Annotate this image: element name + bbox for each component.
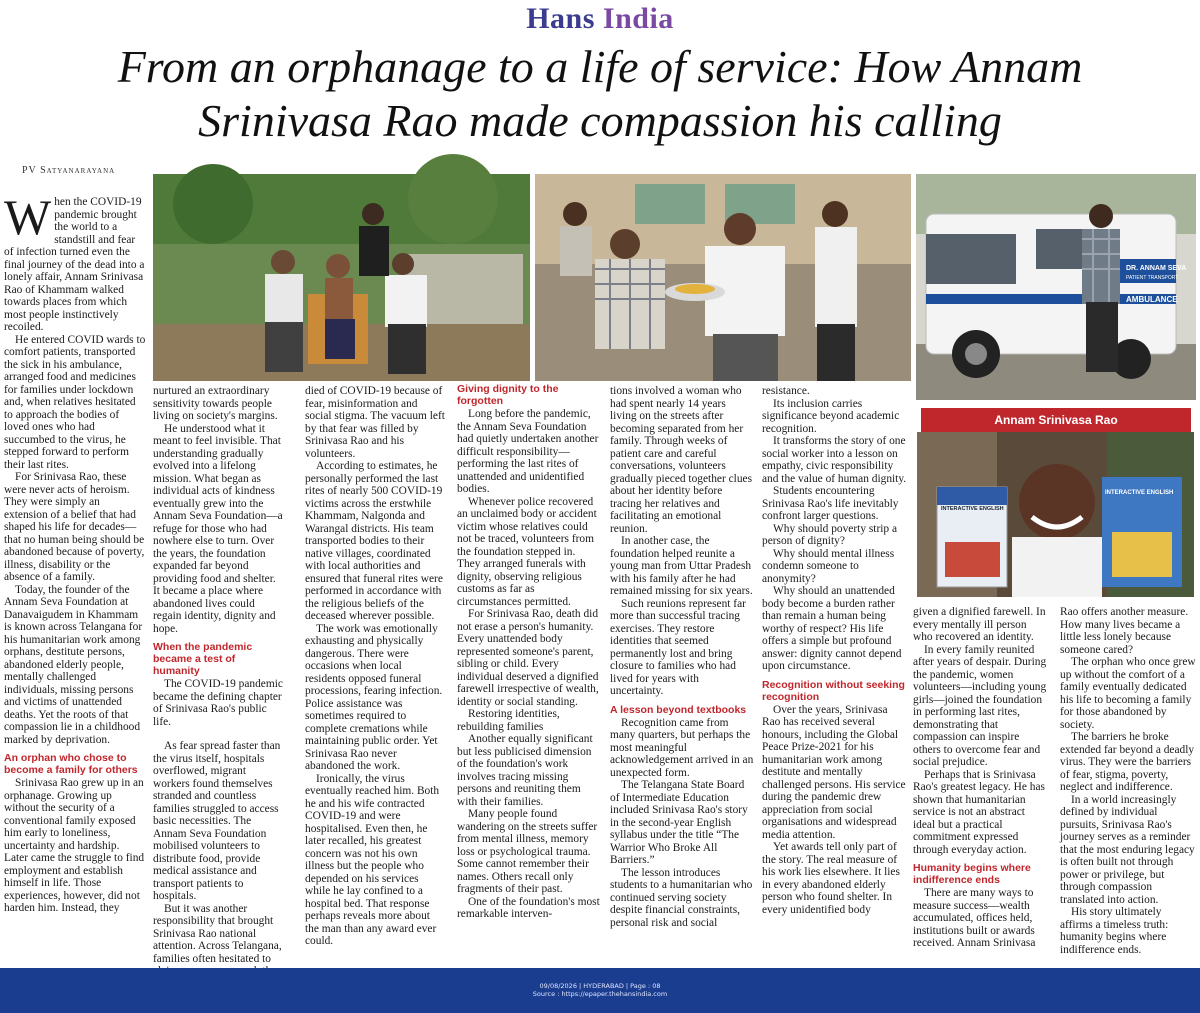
paragraph: It transforms the story of one social worker into a lesson on empathy, civic responsibility and the value of human dignity.: [762, 435, 907, 485]
paragraph: Over the years, Srinivasa Rao has received several honours, including the Global Peace Prize-2021 for his humanitarian work among destitute and mentally challenged persons. His service during the pandemic drew appreciation from social organisations and widespread media attention.: [762, 703, 906, 841]
paragraph: Its inclusion carries significance beyond academic recognition.: [762, 397, 900, 435]
subheading: Humanity begins where indifference ends: [913, 862, 1031, 886]
ambulance-sub-text: PATIENT TRANSPORT: [1126, 275, 1179, 281]
column-7: [913, 606, 1048, 966]
masthead: [0, 0, 1200, 38]
paragraph: Whenever police recovered an unclaimed body or accident victim whose relatives could not be traced, volunteers from the foundation stepped in. They arranged funerals with dignity, observing religious customs as far as circumstances permitted.: [457, 495, 597, 608]
paragraph: Long before the pandemic, the Annam Seva Foundation had quietly undertaken another difficult responsibility—performing the last rites of unattended and unidentified bodies.: [457, 408, 599, 495]
paragraph: given a dignified farewell. In every mentally ill person who recovered an identity.: [913, 606, 1046, 643]
paragraph: Students encountering Srinivasa Rao's life inevitably confront larger questions.: [762, 485, 899, 522]
paragraph: nurtured an extraordinary sensitivity towards people living on society's margins.: [153, 385, 278, 422]
paragraph: He understood what it meant to feel invisible. That understanding gradually evolved into a lifelong mission. What began as individual acts of kindness eventually grew into the Annam Seva Foundation—a refuge for those who had nowhere else to turn. Over the years, the foundation expanded far beyond providing food and shelter. It became a place where abandoned lives could regain identity, dignity and hope.: [153, 422, 283, 635]
photo-caption: Annam Srinivasa Rao: [921, 408, 1191, 432]
paragraph: In a world increasingly defined by individual pursuits, Srinivasa Rao's journey serves as a reminder that the most enduring legacy is often built not through power or privilege, but through compassion translated into action.: [1060, 793, 1195, 906]
column-5: [610, 385, 755, 965]
drop-cap: W: [4, 189, 52, 245]
subheading: Giving dignity to the forgotten: [457, 383, 559, 407]
photo-ambulance: [916, 174, 1196, 400]
footer-bar: [0, 968, 1200, 1013]
column-3: [305, 385, 445, 965]
column-4: [457, 380, 600, 965]
headline: [0, 40, 1200, 148]
paragraph: As fear spread faster than the virus itself, hospitals overflowed, migrant workers found themselves stranded and countless families struggled to access basic necessities. The Annam Seva Foundation mobilised volunteers to distribute food, provide medical assistance and transport patients to hospitals.: [153, 740, 281, 902]
paragraph: died of COVID-19 because of fear, misinformation and social stigma. The vacuum left by that fear was filled by Srinivasa Rao and his volunteers.: [305, 385, 445, 460]
paragraph: Many people found wandering on the streets suffer from mental illness, memory loss or psychological trauma. Some cannot remember their names. Others recall only fragments of their past.: [457, 808, 598, 895]
column-8: [1060, 606, 1196, 966]
paragraph: He entered COVID wards to comfort patients, transported the sick in his ambulance, arranged food and medicines for families under lockdown and, when relatives hesitated to approach the bodies of loved ones who had succumbed to the virus, he stepped forward to perform their last rites.: [4, 333, 146, 471]
photo-feeding-resident: [535, 174, 911, 381]
headline-line-1: From an orphanage to a life of service: How Annam: [117, 41, 1083, 92]
book-title-right: INTERACTIVE ENGLISH: [1105, 490, 1174, 496]
paragraph: But it was another responsibility that brought Srinivasa Rao national attention. Across Telangana, families often hesitated to: [153, 902, 282, 965]
paragraph: Srinivasa Rao grew up in an orphanage. Growing up without the security of a conventional family exposed him early to loneliness, uncertainty and hardship. Later came the struggle to find employment and establish himself in life. Those experiences, however, did not harden him. Instead, they: [4, 777, 145, 914]
subheading: Recognition without seeking recognition: [762, 678, 905, 703]
paragraph: Restoring identities, rebuilding families: [457, 708, 560, 733]
ambulance-label: AMBULANCE: [1126, 295, 1178, 304]
paragraph: The work was emotionally exhausting and physically dangerous. There were occasions when local residents opposed funeral processions, fearing infection. Police assistance was sometimes required to complete cremations while maintaining public order. Yet Srinivasa Rao never abandoned the work.: [305, 622, 443, 772]
subheading: A lesson beyond textbooks: [610, 703, 747, 716]
paragraph: tions involved a woman who had spent nearly 14 years living on the streets after becoming separated from her family. Through weeks of patient care and careful conversations, volunteers gradually pieced together clues about her identity before tracing her relatives and facilitating an emotional reunion.: [610, 385, 753, 535]
ambulance-sign-text: DR. ANNAM SEVA: [1126, 265, 1187, 272]
paragraph: In every family reunited after years of despair. During the pandemic, women volunteers—including young girls—joined the foundation in performing last rites, demonstrating that compassion can inspire others to overcome fear and social prejudice.: [913, 643, 1047, 768]
footer-date-page: 09/08/2026 | HYDERABAD | Page : 08: [539, 982, 661, 990]
book-title-left: INTERACTIVE ENGLISH: [941, 506, 1004, 512]
paragraph: The lesson introduces students to a humanitarian who continued serving society despite financial constraints, personal risk and social: [610, 866, 753, 929]
paragraph: Another equally significant but less publicised dimension of the foundation's work involves tracing missing persons and reuniting them with their families.: [457, 733, 593, 808]
column-1: [4, 189, 146, 966]
paragraph: The orphan who once grew up without the comfort of a family eventually dedicated his life to becoming a family for those abandoned by society.: [1060, 656, 1196, 731]
paragraph: For Srinivasa Rao, death did not erase a person's humanity. Every unattended body represented someone's parent, sibling or child. Every individual deserved a dignified farewell irrespective of wealth, identity or social standing.: [457, 608, 599, 708]
paragraph: Yet awards tell only part of the story. The real measure of his work lies elsewhere. It lies in every abandoned elderly person who found shelter. In every unidentified body: [762, 841, 900, 916]
paragraph: Today, the founder of the Annam Seva Foundation at Danavaigudem in Khammam is known across Telangana for his humanitarian work among orphans, destitute persons, abandoned elderly people, mentally challenged individuals, missing persons and victims of unattended deaths. Yet the roots of that compassion lie in a childhood marked by deprivation.: [4, 583, 143, 746]
paragraph: For Srinivasa Rao, these were never acts of heroism. They were simply an extension of a belief that had shaped his life for decades—that no human being should be abandoned because of poverty, illness, disability or the absence of a family.: [4, 471, 145, 583]
paragraph: Why should an unattended body become a burden rather than remain a human being worthy of respect? His life offers a simple but profound answer: dignity cannot depend upon circumstance.: [762, 585, 902, 672]
paragraph: In another case, the foundation helped reunite a young man from Uttar Pradesh with his family after he had remained missing for six years.: [610, 535, 753, 597]
column-6: [762, 385, 907, 965]
intro-paragraph: When the COVID-19 pandemic brought the world to a standstill and fear of infection turned even the final journey of the dead into a lonely affair, Annam Srinivasa Rao of Khammam walked towards places from which most people instinctively recoiled.: [4, 189, 145, 333]
footer-source: Source : https://epaper.thehansindia.com: [532, 990, 668, 998]
paragraph: resistance.: [762, 385, 810, 397]
paragraph: His story ultimately affirms a timeless truth: humanity begins where indifference ends.: [1060, 906, 1169, 956]
paragraph: Why should poverty strip a person of dignity?: [762, 522, 898, 547]
paragraph: Such reunions represent far more than successful tracing exercises. They restore identities that seemed permanently lost and bring closure to families who had lived for years with uncertainty.: [610, 597, 746, 697]
paragraph: The barriers he broke extended far beyond a deadly virus. They were the barriers of fear, stigma, poverty, neglect and indifference.: [1060, 731, 1195, 793]
paragraph: The COVID-19 pandemic became the defining chapter of Srinivasa Rao's public life.: [153, 678, 283, 728]
paragraph: Rao offers another measure. How many lives became a little less lonely because someone cared?: [1060, 606, 1189, 656]
photo-portrait-with-books: [917, 432, 1194, 597]
subheading: When the pandemic became a test of humanity: [153, 641, 253, 677]
byline: PV Satyanarayana: [22, 165, 116, 176]
paragraph: Ironically, the virus eventually reached him. Both he and his wife contracted COVID-19 and were hospitalised. Even then, he later recalled, his greatest concern was not his own illness but the people who depended on his services while he lay confined to a hospital bed. That response perhaps reveals more about the man than any award ever could.: [305, 772, 440, 947]
column-2: [153, 385, 283, 965]
paragraph: Perhaps that is Srinivasa Rao's greatest legacy. He has shown that humanitarian service is not an abstract ideal but a practical commitment expressed through everyday action.: [913, 768, 1045, 856]
paragraph: According to estimates, he personally performed the last rites of nearly 500 COVID-19 victims across the erstwhile Khammam, Nalgonda and Warangal districts. His team transported bodies to their native villages, coordinated with local authorities and ensured that funeral rites were performed in accordance with the religious beliefs of the deceased wherever possible.: [305, 460, 443, 622]
paragraph: The Telangana State Board of Intermediate Education included Srinivasa Rao's story in the second-year English syllabus under the title “The Warrior Who Broke All Barriers.”: [610, 779, 748, 866]
headline-line-2: Srinivasa Rao made compassion his calling: [198, 95, 1002, 146]
paragraph: One of the foundation's most remarkable interven-: [457, 895, 600, 920]
paragraph: Why should mental illness condemn someone to anonymity?: [762, 547, 895, 585]
subheading: An orphan who chose to become a family for others: [4, 752, 138, 776]
paragraph: There are many ways to measure success—wealth accumulated, offices held, institutions built or awards received. Annam Srinivasa: [913, 887, 1036, 949]
photo-elder-assisted: [153, 174, 530, 381]
newspaper-logo: Hans India: [526, 2, 674, 35]
paragraph: Recognition came from many quarters, but perhaps the most meaningful acknowledgement arrived in an unexpected form.: [610, 716, 754, 779]
